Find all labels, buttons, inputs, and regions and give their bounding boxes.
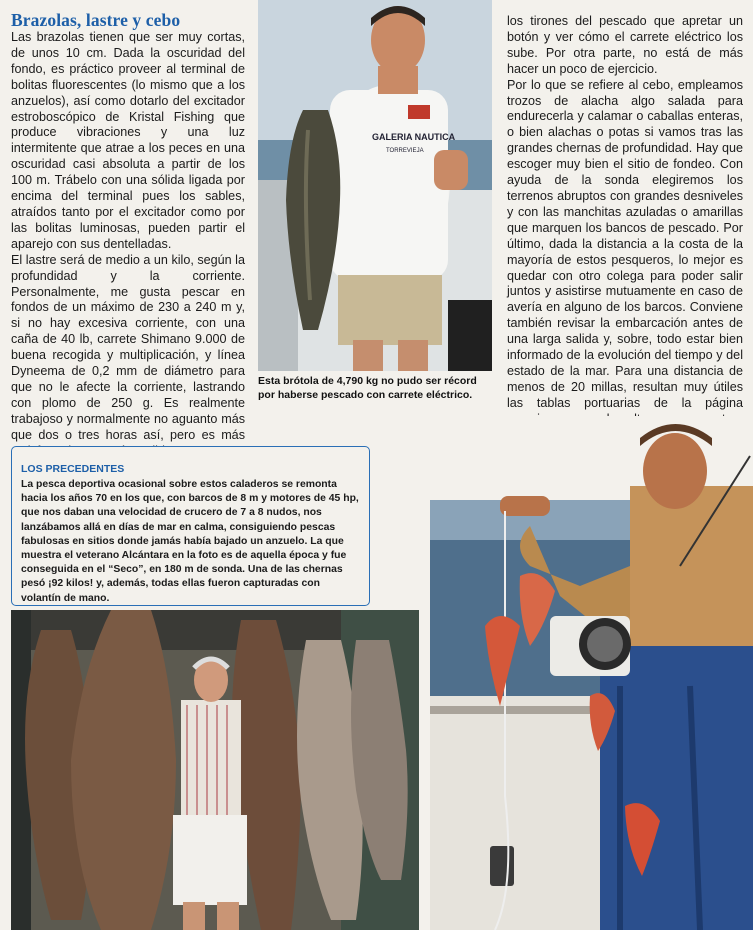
photo-veteran-with-chernas-image [11,610,419,930]
shirt-print-line1: GALERIA NAUTICA [372,132,456,142]
left-text-column [11,30,245,459]
right-text-column [507,14,743,443]
sidebar-text: La pesca deportiva ocasional sobre estos caladeros se remonta hacia los años 70 en los que, con barcos de 8 m y motores de 45 hp, que nos daban una velocidad de crucero de 7 a 8 nudos, nos lanzábamos allá en días de mar en calma, consiguiendo pescas fabulosas en sitios donde jamás había bajado un anzuelo. La que muestra el veterano Alcántara en la foto es de aquella época y fue conseguida en el “Seco”, en 180 m de sonda. Una de las chernas pesó ¡92 kilos! y, además, todas ellas fueron capturadas con volantín de mano. [21,479,359,604]
photo-veteran-with-chernas [11,610,419,930]
body-paragraph: El lastre será de medio a un kilo, según la profundidad y la corriente. Personalmente, me gusta pescar en fondos de un máximo de 230 a 240 m y, si no hay excesiva corriente, con una caña de 40 lb, carrete Shimano 9.000 de buena recogida y multiplicación, y línea Dyneema de 0,2 mm de diámetro para que no le afecte la corriente, lastrando con plomo de 250 g. Es realmente trabajoso y normalmente no aguanto más que dos o tres horas así, pero es más [11,252,245,442]
sidebar-title: LOS PRECEDENTES [21,463,125,475]
body-paragraph [507,78,743,444]
top-photo-caption: Esta brótola de 4,790 kg no pudo ser récord por haberse pescado con carrete eléctrico. [258,375,477,401]
sidebar-box [11,446,370,606]
body-paragraph: Las brazolas tienen que ser muy cortas, de unos 10 cm. Dada la oscuridad del fondo, es práctico proveer al terminal de bolitas fluorescentes (lo mismo que a los anzuelos), así como dotarlo del excitador estroboscópico de Kristal Fishing que produce vibraciones y una luz intermitente que atrae a los peces en una oscuridad casi absoluta a partir de los 100 m. Trábelo con una sólida ligada por encima del terminal pues los sables, atraídos tanto por el excitador como por las bolitas luminosas, pueden partir el aparejo con sus dentelladas. [11,30,245,251]
photo-man-with-volantin-image [430,416,753,930]
photo-man-with-fish-image [258,0,492,371]
body-paragraph-text: Por lo que se refiere al cebo, empleamos trozos de alacha algo salada para endurecerla y calamar o caballas enteras, o bien alachas o potas si vamos tras las grandes chernas de profundidad. Hay que escoger muy bien el sitio de fondeo. Con ayuda de la sonda elegiremos los terrenos abruptos con grandes desniveles y con las manchitas azuladas o amarillas que marquen los bancos de pescado. Por último, dada la distancia a la costa de la mayoría de estos pesqueros, lo mejor es quedar con otro colega para poder salir juntos y asistirse mutuamente en caso de avería en alguno de los barcos. Conviene también revisar la embarcación antes de una larga salida y, sobre, todo estar bien informado de la evolución del tiempo y del estado de la mar. Para una distancia de menos de 20 millas, resultan muy útiles las tablas portuarias de la página [507,77,743,410]
shirt-print-line2: TORREVIEJA [386,148,424,154]
article-heading: Brazolas, lastre y cebo [11,10,181,30]
photo-man-with-volantin [430,416,753,930]
photo-man-with-fish [258,0,492,371]
body-paragraph: los tirones del pescado que apretar un botón y ver cómo el carrete eléctrico los sube. Por otra parte, no está de más hacer un poco de ejercicio. [507,14,743,76]
